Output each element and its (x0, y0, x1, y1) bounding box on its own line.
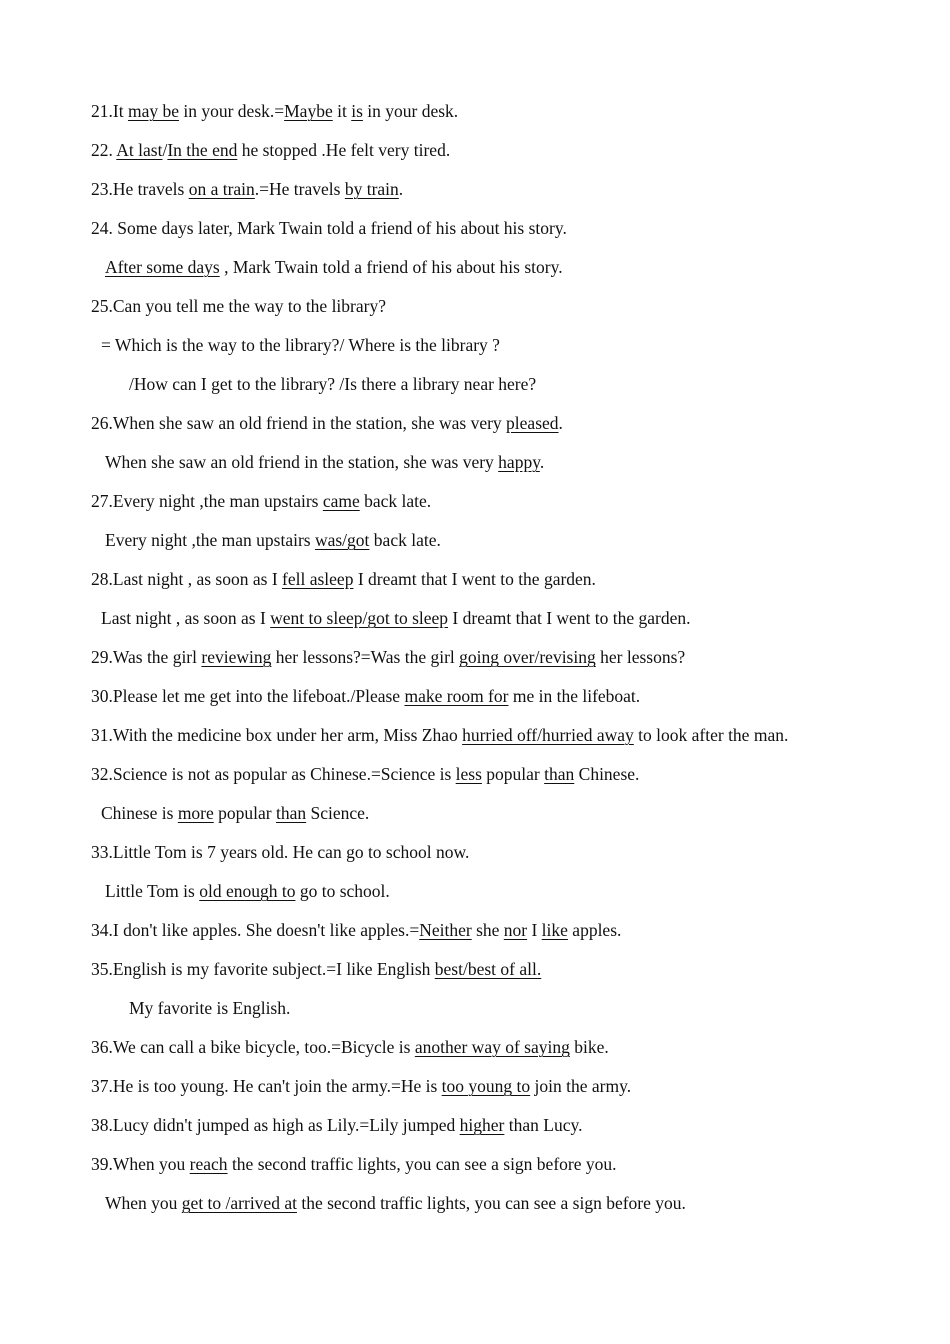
sentence-text: back late. (359, 491, 432, 511)
line-27-answer (105, 529, 441, 551)
sentence-text: 38.Lucy didn't jumped as high as Lily.=Lily jumped (91, 1115, 460, 1135)
sentence-text: 23.He travels (91, 179, 189, 199)
sentence-text: 34.I don't like apples. She doesn't like apples.= (91, 920, 420, 940)
underlined-answer: happy (498, 452, 540, 472)
line-34 (91, 919, 621, 941)
sentence-text: Chinese is (101, 803, 178, 823)
line-23 (91, 178, 403, 200)
sentence-text: apples. (567, 920, 622, 940)
sentence-text: Chinese. (574, 764, 640, 784)
line-31 (91, 724, 788, 746)
sentence-text: Last night , as soon as I (101, 608, 271, 628)
underlined-answer: more (177, 803, 214, 823)
underlined-answer: make room for (404, 686, 509, 706)
sentence-text: her lessons?=Was the girl (271, 647, 460, 667)
sentence-text: me in the lifeboat. (508, 686, 641, 706)
sentence-text: 28.Last night , as soon as I (91, 569, 283, 589)
sentence-text: it (332, 101, 352, 121)
line-24-answer (105, 256, 563, 278)
sentence-text: I dreamt that I went to the garden. (448, 608, 691, 628)
sentence-text: the second traffic lights, you can see a sign before you. (227, 1154, 617, 1174)
sentence-text: 36.We can call a bike bicycle, too.=Bicycle is (91, 1037, 415, 1057)
sentence-text: Every night ,the man upstairs (105, 530, 315, 550)
sentence-text: to look after the man. (633, 725, 789, 745)
sentence-text: When you (105, 1193, 182, 1213)
underlined-answer: Neither (419, 920, 472, 940)
line-36 (91, 1036, 609, 1058)
sentence-text: 26.When she saw an old friend in the station, she was very (91, 413, 507, 433)
sentence-text: in your desk. (362, 101, 459, 121)
line-26-answer (105, 451, 544, 473)
underlined-answer: hurried off/hurried away (462, 725, 634, 745)
sentence-text: 29.Was the girl (91, 647, 202, 667)
underlined-answer: by train (344, 179, 399, 199)
sentence-text: 22. (91, 140, 117, 160)
line-37 (91, 1075, 631, 1097)
sentence-text: Little Tom is (105, 881, 200, 901)
sentence-text: I (527, 920, 542, 940)
underlined-answer: than (544, 764, 575, 784)
line-25-answer-continued (129, 373, 536, 395)
sentence-text: 25.Can you tell me the way to the library? (91, 296, 386, 316)
line-33 (91, 841, 469, 863)
sentence-text: 37.He is too young. He can't join the army.=He is (91, 1076, 442, 1096)
sentence-text: / (162, 140, 168, 160)
sentence-text: he stopped .He felt very tired. (237, 140, 451, 160)
sentence-text: in your desk.= (178, 101, 285, 121)
line-27 (91, 490, 431, 512)
line-28 (91, 568, 596, 590)
sentence-text: 33.Little Tom is 7 years old. He can go to school now. (91, 842, 470, 862)
line-35 (91, 958, 541, 980)
sentence-text: popular (481, 764, 545, 784)
underlined-answer: on a train (188, 179, 255, 199)
sentence-text: . (539, 452, 545, 472)
sentence-text: My favorite is English. (129, 998, 291, 1018)
underlined-answer: pleased (506, 413, 559, 433)
sentence-text: When she saw an old friend in the station, she was very (105, 452, 499, 472)
line-25-answer (101, 334, 500, 356)
line-22 (91, 139, 450, 161)
sentence-text: go to school. (295, 881, 390, 901)
underlined-answer: old enough to (199, 881, 296, 901)
sentence-text: 24. Some days later, Mark Twain told a friend of his about his story. (91, 218, 567, 238)
sentence-text: . (398, 179, 404, 199)
underlined-answer: nor (503, 920, 528, 940)
underlined-answer: was/got (314, 530, 370, 550)
line-28-answer (101, 607, 691, 629)
line-24 (91, 217, 567, 239)
sentence-text: the second traffic lights, you can see a sign before you. (296, 1193, 686, 1213)
sentence-text: 32.Science is not as popular as Chinese.=Science is (91, 764, 456, 784)
sentence-text: 27.Every night ,the man upstairs (91, 491, 323, 511)
sentence-text: . (558, 413, 563, 433)
underlined-answer: reviewing (201, 647, 272, 667)
underlined-answer: less (455, 764, 482, 784)
underlined-answer: After some days (105, 257, 220, 277)
line-39 (91, 1153, 617, 1175)
sentence-text: 30.Please let me get into the lifeboat./Please (91, 686, 405, 706)
line-38 (91, 1114, 582, 1136)
line-30 (91, 685, 640, 707)
underlined-answer: like (541, 920, 568, 940)
underlined-answer: best/best of all. (434, 959, 542, 979)
underlined-answer: In the end (167, 140, 238, 160)
line-26 (91, 412, 563, 434)
line-39-answer (105, 1192, 686, 1214)
underlined-answer: went to sleep/got to sleep (270, 608, 449, 628)
underlined-answer: Maybe (284, 101, 333, 121)
underlined-answer: than (276, 803, 307, 823)
underlined-answer: fell asleep (282, 569, 354, 589)
sentence-text: bike. (569, 1037, 609, 1057)
line-33-answer (105, 880, 390, 902)
sentence-text: 21.It (91, 101, 128, 121)
sentence-text: Science. (306, 803, 370, 823)
line-32 (91, 763, 639, 785)
sentence-text: 31.With the medicine box under her arm, Miss Zhao (91, 725, 463, 745)
sentence-text: than Lucy. (504, 1115, 583, 1135)
line-29 (91, 646, 685, 668)
sentence-text: = Which is the way to the library?/ Where is the library ? (101, 335, 500, 355)
underlined-answer: going over/revising (459, 647, 596, 667)
underlined-answer: came (322, 491, 360, 511)
line-32-answer (101, 802, 369, 824)
sentence-text: back late. (369, 530, 441, 550)
line-25 (91, 295, 386, 317)
sentence-text: I dreamt that I went to the garden. (353, 569, 596, 589)
sentence-text: 39.When you (91, 1154, 190, 1174)
sentence-text: .=He travels (254, 179, 345, 199)
sentence-text: popular (213, 803, 276, 823)
underlined-answer: reach (189, 1154, 228, 1174)
underlined-answer: another way of saying (414, 1037, 570, 1057)
underlined-answer: get to /arrived at (181, 1193, 297, 1213)
line-35-answer (129, 997, 290, 1019)
sentence-text: join the army. (530, 1076, 632, 1096)
line-21 (91, 100, 458, 122)
underlined-answer: is (351, 101, 363, 121)
sentence-text: her lessons? (595, 647, 686, 667)
sentence-text: , Mark Twain told a friend of his about his story. (219, 257, 563, 277)
sentence-text: 35.English is my favorite subject.=I like English (91, 959, 435, 979)
underlined-answer: At last (116, 140, 163, 160)
underlined-answer: may be (127, 101, 179, 121)
sentence-text: /How can I get to the library? /Is there a library near here? (129, 374, 537, 394)
underlined-answer: too young to (441, 1076, 531, 1096)
sentence-text: she (471, 920, 504, 940)
underlined-answer: higher (459, 1115, 505, 1135)
